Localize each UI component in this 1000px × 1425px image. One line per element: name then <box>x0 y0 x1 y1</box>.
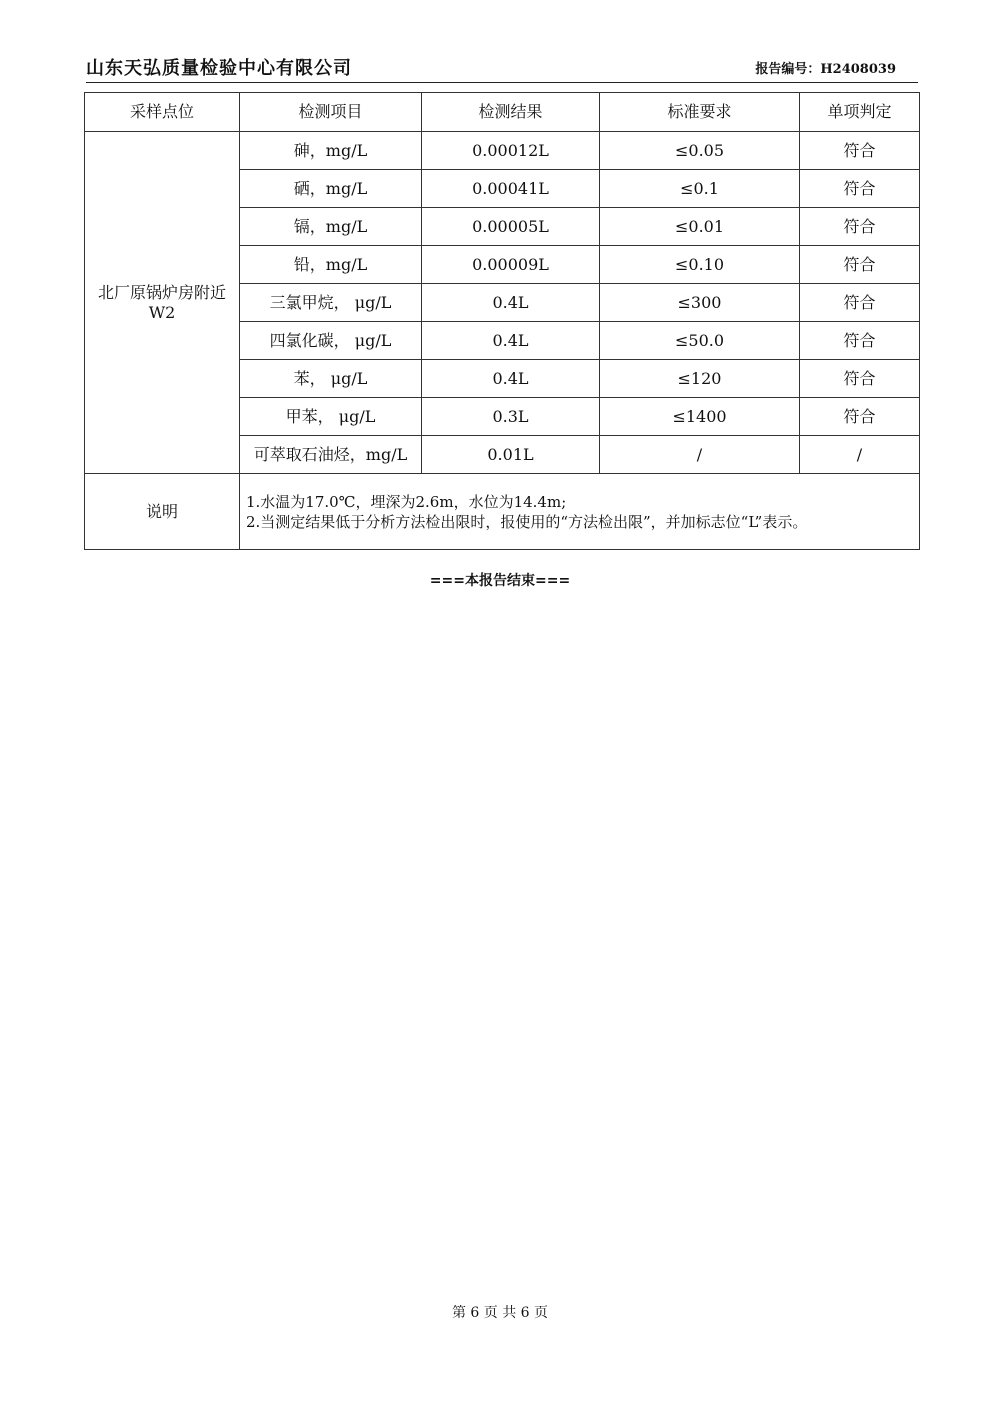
note-line: 2.当测定结果低于分析方法检出限时，报使用的“方法检出限”，并加标志位“L”表示。 <box>246 512 808 531</box>
test-result: 0.4L <box>422 284 600 322</box>
test-item: 三氯甲烷， μg/L <box>240 284 422 322</box>
standard-requirement: ≤120 <box>600 360 800 398</box>
notes-content <box>240 474 920 550</box>
page-header <box>86 52 918 84</box>
standard-requirement: ≤0.05 <box>600 132 800 170</box>
standard-requirement: ≤0.1 <box>600 170 800 208</box>
test-result: 0.4L <box>422 360 600 398</box>
column-header: 检测项目 <box>240 93 422 132</box>
header-divider <box>86 82 918 83</box>
test-result: 0.00041L <box>422 170 600 208</box>
notes-row <box>85 474 920 550</box>
test-result: 0.3L <box>422 398 600 436</box>
column-header: 标准要求 <box>600 93 800 132</box>
standard-requirement: ≤0.01 <box>600 208 800 246</box>
page-number: 第 6 页 共 6 页 <box>451 1305 549 1321</box>
verdict: 符合 <box>800 322 920 360</box>
test-item: 铅，mg/L <box>240 246 422 284</box>
verdict: 符合 <box>800 170 920 208</box>
location-name: 北厂原锅炉房附近 <box>97 282 226 302</box>
test-result: 0.01L <box>422 436 600 474</box>
standard-requirement: ≤50.0 <box>600 322 800 360</box>
test-item: 硒，mg/L <box>240 170 422 208</box>
test-result: 0.00012L <box>422 132 600 170</box>
verdict: 符合 <box>800 360 920 398</box>
verdict: 符合 <box>800 208 920 246</box>
standard-requirement: ≤1400 <box>600 398 800 436</box>
column-header: 检测结果 <box>422 93 600 132</box>
column-header: 采样点位 <box>85 93 240 132</box>
test-result: 0.4L <box>422 322 600 360</box>
verdict: 符合 <box>800 132 920 170</box>
test-item: 可萃取石油烃，mg/L <box>240 436 422 474</box>
test-item: 镉，mg/L <box>240 208 422 246</box>
results-table <box>84 92 920 550</box>
test-item: 四氯化碳， μg/L <box>240 322 422 360</box>
test-result: 0.00009L <box>422 246 600 284</box>
column-header: 单项判定 <box>800 93 920 132</box>
test-result: 0.00005L <box>422 208 600 246</box>
note-line: 1.水温为17.0℃，埋深为2.6m，水位为14.4m; <box>246 492 567 511</box>
report-number: 报告编号：H2408039 <box>755 62 896 77</box>
verdict: 符合 <box>800 246 920 284</box>
test-item: 砷，mg/L <box>240 132 422 170</box>
test-item: 苯， μg/L <box>240 360 422 398</box>
standard-requirement: ≤0.10 <box>600 246 800 284</box>
company-name: 山东天弘质量检验中心有限公司 <box>86 58 352 79</box>
table-row <box>85 132 920 170</box>
verdict: 符合 <box>800 284 920 322</box>
location-code: W2 <box>148 302 176 322</box>
standard-requirement: ≤300 <box>600 284 800 322</box>
verdict: / <box>800 436 920 474</box>
table-header-row <box>85 93 920 132</box>
standard-requirement: / <box>600 436 800 474</box>
report-end-mark: ===本报告结束=== <box>429 573 571 589</box>
verdict: 符合 <box>800 398 920 436</box>
test-item: 甲苯， μg/L <box>240 398 422 436</box>
sampling-location <box>85 132 240 474</box>
notes-label: 说明 <box>85 474 240 550</box>
